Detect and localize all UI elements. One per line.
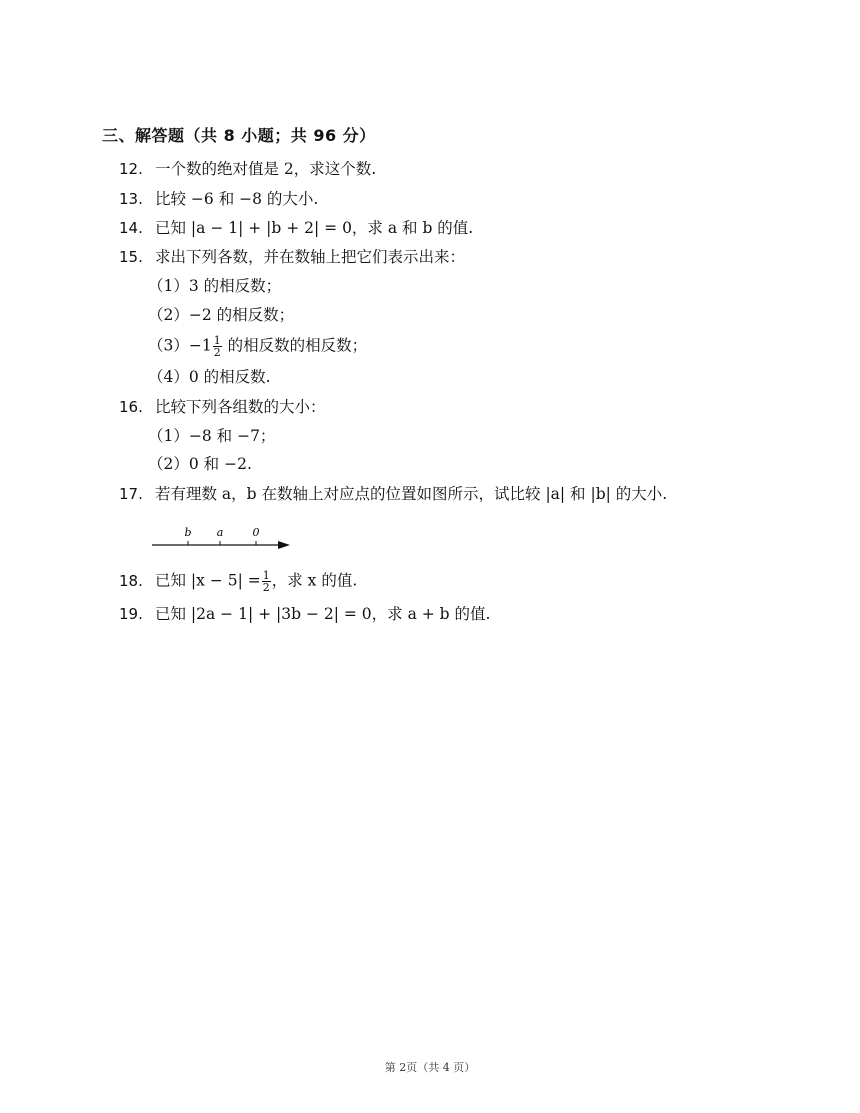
part-label: （1）	[148, 277, 189, 295]
q15-part-4	[148, 367, 271, 387]
q15-part-2	[148, 305, 294, 325]
fraction	[262, 570, 271, 593]
question-number: 19.	[119, 605, 143, 623]
question-text: 比较 −6 和 −8 的大小.	[155, 190, 319, 208]
part-text: 3 的相反数；	[188, 277, 282, 295]
part-text: 0 的相反数.	[188, 368, 271, 386]
number-line-figure	[150, 522, 295, 552]
fraction-denominator: 2	[262, 581, 270, 594]
part-label: （3）	[148, 336, 189, 355]
question-text-before: 已知 |x − 5| =	[155, 571, 261, 590]
part-text: −2 的相反数；	[188, 306, 295, 324]
part-text: −8 和 −7；	[188, 427, 276, 445]
section-title: 三、解答题（共 8 小题；共 96 分）	[102, 126, 376, 145]
q16-part-2	[148, 454, 252, 474]
question-16	[119, 397, 326, 417]
tick-label-zero: 0	[252, 526, 260, 539]
question-number: 16.	[119, 398, 143, 416]
part-label: （4）	[148, 368, 189, 386]
question-19	[119, 604, 490, 624]
question-14	[119, 218, 473, 238]
question-text-after: ，求 x 的值.	[271, 571, 358, 590]
tick-label-b: b	[184, 526, 192, 539]
question-text: 已知 |2a − 1| + |3b − 2| = 0，求 a + b 的值.	[155, 605, 491, 623]
fraction-numerator: 1	[213, 334, 221, 347]
question-text: 已知 |a − 1| + |b + 2| = 0，求 a 和 b 的值.	[155, 219, 474, 237]
question-text: 求出下列各数，并在数轴上把它们表示出来：	[155, 248, 466, 266]
question-15	[119, 247, 465, 267]
fraction-denominator: 2	[213, 346, 221, 359]
question-number: 13.	[119, 190, 143, 208]
question-12	[119, 159, 376, 179]
question-number: 17.	[119, 485, 143, 503]
part-text-after: 的相反数的相反数；	[222, 336, 368, 355]
question-17	[119, 484, 667, 504]
tick-label-a: a	[216, 526, 224, 539]
fraction	[213, 335, 222, 358]
fraction-numerator: 1	[262, 569, 270, 582]
question-text: 比较下列各组数的大小：	[155, 398, 326, 416]
question-number: 14.	[119, 219, 143, 237]
q16-part-1	[148, 426, 275, 446]
part-label: （1）	[148, 427, 189, 445]
question-number: 18.	[119, 571, 143, 590]
question-number: 12.	[119, 160, 143, 178]
question-13	[119, 189, 318, 209]
part-text-before: −1	[188, 336, 212, 355]
part-label: （2）	[148, 306, 189, 324]
q15-part-3	[148, 335, 367, 358]
question-number: 15.	[119, 248, 143, 266]
part-label: （2）	[148, 455, 189, 473]
question-text: 一个数的绝对值是 2，求这个数.	[155, 160, 377, 178]
question-text: 若有理数 a，b 在数轴上对应点的位置如图所示，试比较 |a| 和 |b| 的大小.	[155, 485, 668, 503]
question-18	[119, 570, 357, 593]
page-footer: 第 2页（共 4 页）	[384, 1061, 476, 1074]
q15-part-1	[148, 276, 281, 296]
number-line-arrow	[278, 541, 290, 549]
part-text: 0 和 −2.	[188, 455, 252, 473]
